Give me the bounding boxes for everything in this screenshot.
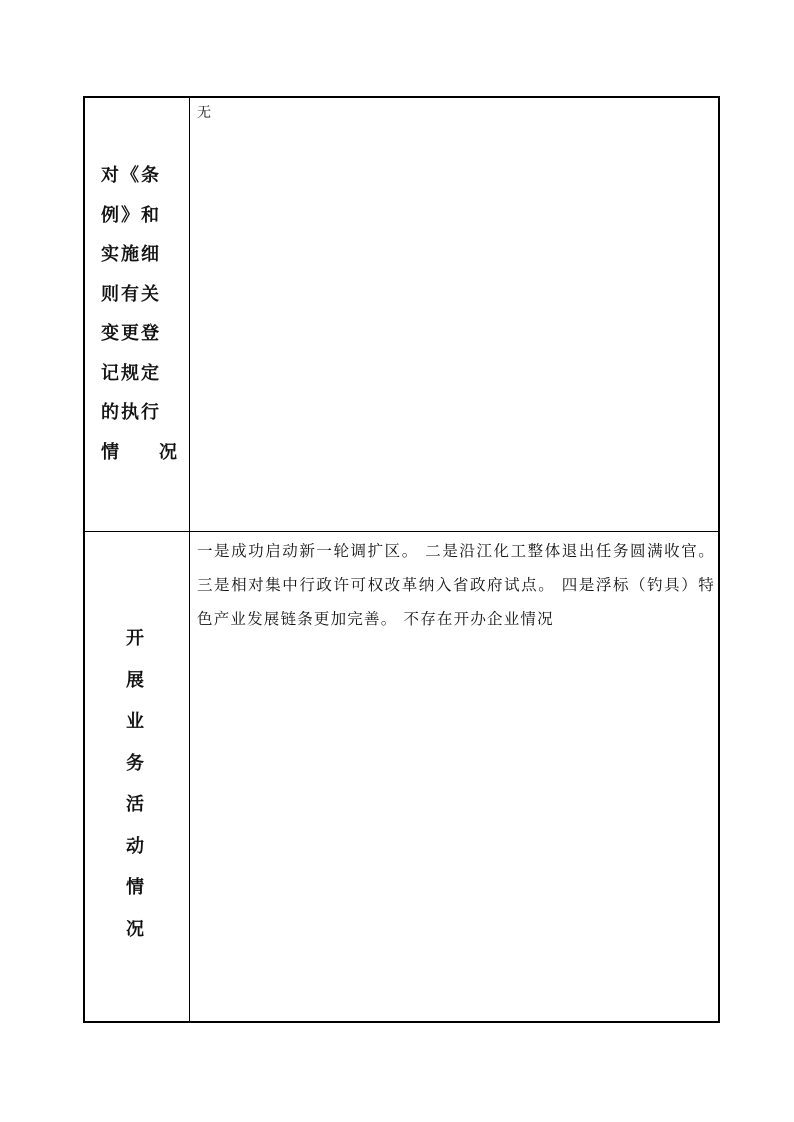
label-line: 则有关: [101, 283, 161, 305]
report-table: [83, 96, 720, 1023]
row-label-regulation-compliance: [101, 156, 177, 472]
label-char: 务: [126, 752, 144, 774]
regulation-compliance-content: 无: [197, 105, 211, 121]
label-line: 变更登: [101, 323, 161, 344]
label-line: 记规定: [101, 362, 161, 384]
column-divider: [189, 98, 190, 1021]
label-char: 活: [126, 794, 144, 815]
label-line: [101, 433, 177, 473]
label-char: 业: [126, 711, 144, 732]
row-label-business-activities: [121, 618, 149, 950]
label-char: 开: [126, 628, 144, 649]
label-line: 实施细: [101, 244, 161, 265]
label-char: 展: [126, 669, 144, 691]
label-word: 情: [101, 441, 119, 463]
label-char: 况: [126, 918, 144, 940]
label-line: 例》和: [101, 204, 161, 226]
label-char: 情: [126, 877, 144, 898]
label-line: 的执行: [101, 402, 161, 423]
label-line: 对《条: [101, 165, 161, 186]
row-divider: [85, 531, 718, 532]
label-char: 动: [126, 835, 144, 857]
label-word: 况: [159, 441, 177, 463]
business-activities-content: 一是成功启动新一轮调扩区。 二是沿江化工整体退出任务圆满收官。 三是相对集中行政许可权改革纳入省政府试点。 四是浮标（钓具）特色产业发展链条更加完善。 不存在开办企业情况: [197, 542, 715, 628]
